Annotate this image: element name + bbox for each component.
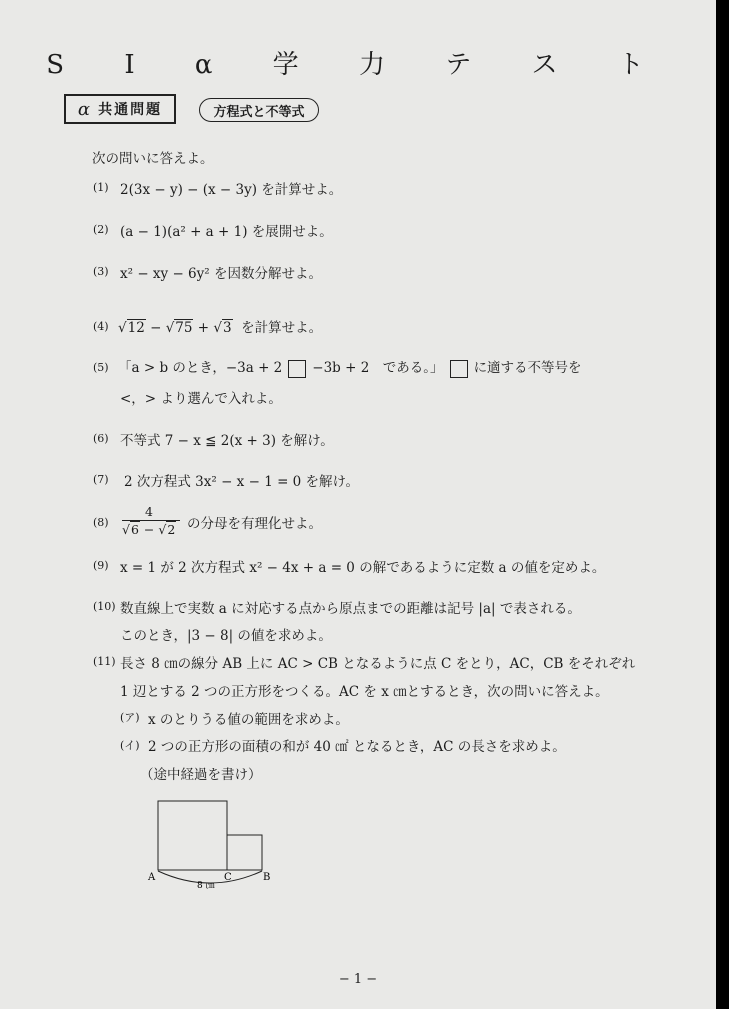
q10-number: (10) bbox=[93, 600, 116, 613]
q6-text: 不等式 7 − x ≦ 2(x + 3) を解け。 bbox=[120, 433, 334, 449]
q9-text: x = 1 が 2 次方程式 x² − 4x + a = 0 の解であるように定数 a の値を定めよ。 bbox=[120, 560, 606, 576]
small-square bbox=[227, 835, 262, 870]
q8-text: の分母を有理化せよ。 bbox=[187, 516, 322, 532]
q5-number: (5) bbox=[93, 361, 109, 374]
length-label: 8 ㎝ bbox=[197, 881, 215, 891]
q2-number: (2) bbox=[93, 223, 109, 236]
label-c: C bbox=[224, 872, 232, 883]
q5-part3: に適する不等号を bbox=[473, 360, 582, 376]
q11-a-number: (ア) bbox=[120, 711, 140, 724]
q8-numerator: 4 bbox=[145, 504, 153, 519]
label-b: B bbox=[263, 872, 271, 883]
q3-text: x² − xy − 6y² を因数分解せよ。 bbox=[120, 266, 322, 282]
q5-part1: 「a > b のとき，−3a + 2 bbox=[118, 360, 283, 376]
q10-line1: 数直線上で実数 a に対応する点から原点までの距離は記号 |a| で表される。 bbox=[120, 601, 581, 617]
large-square bbox=[158, 801, 227, 870]
q1-number: (1) bbox=[93, 181, 109, 194]
q4-text: √12 − √75 + √3 を計算せよ。 bbox=[118, 320, 323, 336]
q4-number: (4) bbox=[93, 320, 109, 333]
q1-text: 2(3x − y) − (x − 3y) を計算せよ。 bbox=[120, 182, 343, 198]
label-a: A bbox=[148, 872, 156, 883]
q7-number: (7) bbox=[93, 473, 109, 486]
topic-badge: 方程式と不等式 bbox=[199, 98, 319, 122]
page-title: S I α 学 力 テ ス ト bbox=[46, 50, 670, 80]
answer-box-1 bbox=[288, 360, 306, 378]
q11-line1: 長さ 8 ㎝の線分 AB 上に AC > CB となるように点 C をとり，AC，CB をそれぞれ bbox=[120, 656, 636, 672]
answer-box-2 bbox=[450, 360, 468, 378]
section-label-box bbox=[64, 94, 176, 124]
q6-number: (6) bbox=[93, 432, 109, 445]
q4-text-after: を計算せよ。 bbox=[241, 320, 323, 336]
q9-number: (9) bbox=[93, 559, 109, 572]
q2-text: (a − 1)(a² + a + 1) を展開せよ。 bbox=[120, 224, 333, 240]
q11-a-text: x のとりうる値の範囲を求めよ。 bbox=[148, 712, 349, 728]
q11-b-number: (イ) bbox=[120, 739, 140, 752]
section-label: 共通問題 bbox=[98, 102, 163, 118]
page-number: − 1 − bbox=[338, 972, 378, 987]
q5-part2: −3b + 2 である。」 bbox=[312, 360, 444, 376]
q5-line2: <，> より選んで入れよ。 bbox=[120, 391, 282, 407]
q10-line2: このとき，|3 − 8| の値を求めよ。 bbox=[120, 628, 332, 644]
q8-denominator: √6 − √2 bbox=[122, 522, 176, 537]
intro-text: 次の問いに答えよ。 bbox=[92, 151, 214, 167]
q11-b-text: 2 つの正方形の面積の和が 40 ㎠ となるとき，AC の長さを求めよ。 bbox=[148, 739, 566, 755]
q11-b-note: （途中経過を書け） bbox=[140, 767, 262, 783]
alpha-symbol: α bbox=[77, 98, 93, 120]
q7-text: 2 次方程式 3x² − x − 1 = 0 を解け。 bbox=[124, 474, 360, 490]
q11-line2: 1 辺とする 2 つの正方形をつくる。AC を x ㎝とするとき，次の問いに答えよ。 bbox=[120, 684, 609, 700]
squares-figure bbox=[140, 795, 280, 895]
q3-number: (3) bbox=[93, 265, 109, 278]
q5-text bbox=[118, 356, 582, 378]
q8-number: (8) bbox=[93, 516, 109, 529]
q11-number: (11) bbox=[93, 655, 116, 668]
